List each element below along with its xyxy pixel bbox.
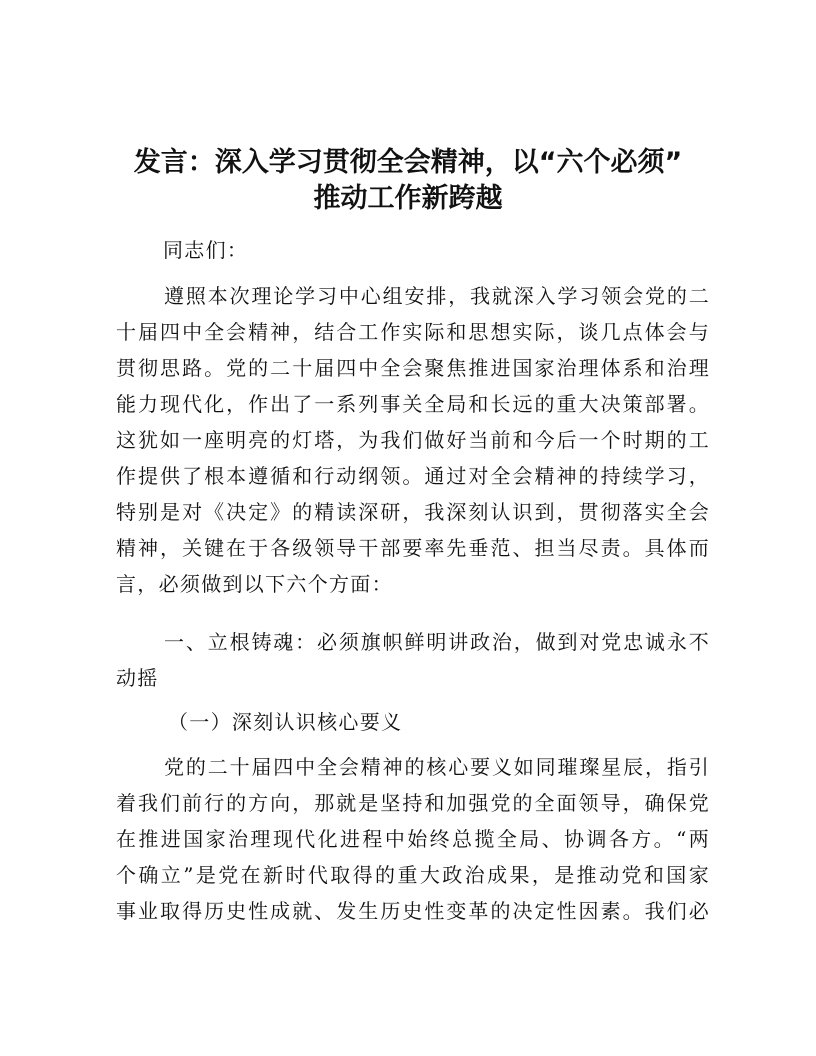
paragraph-line: 这犹如一座明亮的灯塔，为我们做好当前和今后一个时期的工 (116, 428, 710, 452)
paragraph-line: 事业取得历史性成就、发生历史性变革的决定性因素。我们必 (116, 899, 710, 923)
document-title-line-2: 推动工作新跨越 (313, 183, 503, 214)
paragraph-line: 能力现代化，作出了一系列事关全局和长远的重大决策部署。 (116, 392, 710, 416)
section-heading-1 (116, 624, 710, 696)
heading-line: 动摇 (116, 666, 159, 690)
heading-line: 一、立根铸魂：必须旗帜鲜明讲政治，做到对党忠诚永不 (164, 630, 710, 654)
paragraph-line: 遵照本次理论学习中心组安排，我就深入学习领会党的二 (164, 284, 710, 308)
paragraph-line: 着我们前行的方向，那就是坚持和加强党的全面领导，确保党 (116, 791, 710, 815)
paragraph-line: 十届四中全会精神，结合工作实际和思想实际，谈几点体会与 (116, 320, 710, 344)
subsection-heading: （一）深刻认识核心要义 (168, 710, 403, 734)
paragraph-intro (116, 278, 710, 602)
paragraph-line: 精神，关键在于各级领导干部要率先垂范、担当尽责。具体而 (116, 536, 710, 560)
paragraph-line: 个确立”是党在新时代取得的重大政治成果，是推动党和国家 (116, 863, 710, 887)
paragraph-line: 在推进国家治理现代化进程中始终总揽全局、协调各方。“两 (116, 827, 710, 851)
paragraph-line: 贯彻思路。党的二十届四中全会聚焦推进国家治理体系和治理 (116, 356, 710, 380)
paragraph-line: 党的二十届四中全会精神的核心要义如同璀璨星辰，指引 (164, 755, 710, 779)
document-title-line-1: 发言：深入学习贯彻全会精神，以“六个必须” (133, 147, 683, 178)
paragraph-core-meaning (116, 749, 710, 929)
paragraph-line: 特别是对《决定》的精读深研，我深刻认识到，贯彻落实全会 (116, 500, 710, 524)
salutation: 同志们： (163, 238, 249, 262)
paragraph-line: 作提供了根本遵循和行动纲领。通过对全会精神的持续学习， (116, 464, 710, 488)
paragraph-line: 言，必须做到以下六个方面： (116, 572, 393, 596)
